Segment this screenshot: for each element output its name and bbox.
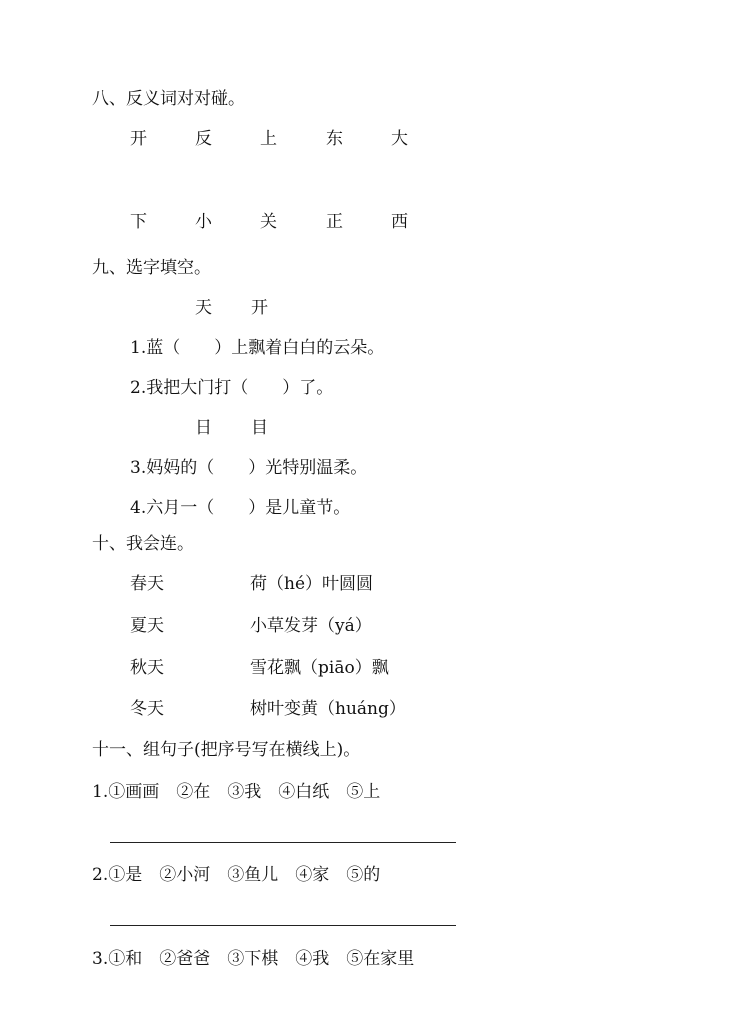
match-left-2: 夏天 xyxy=(130,616,164,636)
match-right-2: 小草发芽（yá） xyxy=(250,616,372,636)
match-right-1: 荷（hé）叶圆圆 xyxy=(250,574,374,594)
fill-question-1: 1.蓝（ ）上飘着白白的云朵。 xyxy=(130,338,385,358)
choice-1a: 天 xyxy=(195,298,212,318)
antonym-bottom-3: 关 xyxy=(260,212,277,232)
antonym-bottom-5: 西 xyxy=(391,212,408,232)
match-left-3: 秋天 xyxy=(130,658,164,678)
choice-2a: 日 xyxy=(195,418,212,438)
match-left-4: 冬天 xyxy=(130,699,164,719)
sentence-item-2: 2.①是 ②小河 ③鱼儿 ④家 ⑤的 xyxy=(92,865,381,885)
fill-question-3: 3.妈妈的（ ）光特别温柔。 xyxy=(130,458,368,478)
sentence-item-1: 1.①画画 ②在 ③我 ④白纸 ⑤上 xyxy=(92,782,381,802)
sentence-item-3: 3.①和 ②爸爸 ③下棋 ④我 ⑤在家里 xyxy=(92,949,415,969)
match-right-4: 树叶变黄（huáng） xyxy=(250,699,406,719)
antonym-top-2: 反 xyxy=(195,129,212,149)
antonym-top-3: 上 xyxy=(260,129,277,149)
answer-line-1 xyxy=(110,842,456,843)
choice-1b: 开 xyxy=(251,298,268,318)
section-9-title: 九、选字填空。 xyxy=(92,258,211,278)
antonym-bottom-2: 小 xyxy=(195,212,212,232)
section-10-title: 十、我会连。 xyxy=(92,534,194,554)
antonym-top-5: 大 xyxy=(391,129,408,149)
match-right-3: 雪花飘（piāo）飘 xyxy=(250,658,389,678)
fill-question-4: 4.六月一（ ）是儿童节。 xyxy=(130,498,351,518)
antonym-bottom-1: 下 xyxy=(130,212,147,232)
antonym-top-4: 东 xyxy=(326,129,343,149)
antonym-top-1: 开 xyxy=(130,129,147,149)
antonym-bottom-4: 正 xyxy=(326,212,343,232)
answer-line-2 xyxy=(110,925,456,926)
match-left-1: 春天 xyxy=(130,574,164,594)
section-8-title: 八、反义词对对碰。 xyxy=(92,89,245,109)
section-11-title: 十一、组句子(把序号写在横线上)。 xyxy=(92,740,361,760)
fill-question-2: 2.我把大门打（ ）了。 xyxy=(130,378,334,398)
choice-2b: 目 xyxy=(251,418,268,438)
